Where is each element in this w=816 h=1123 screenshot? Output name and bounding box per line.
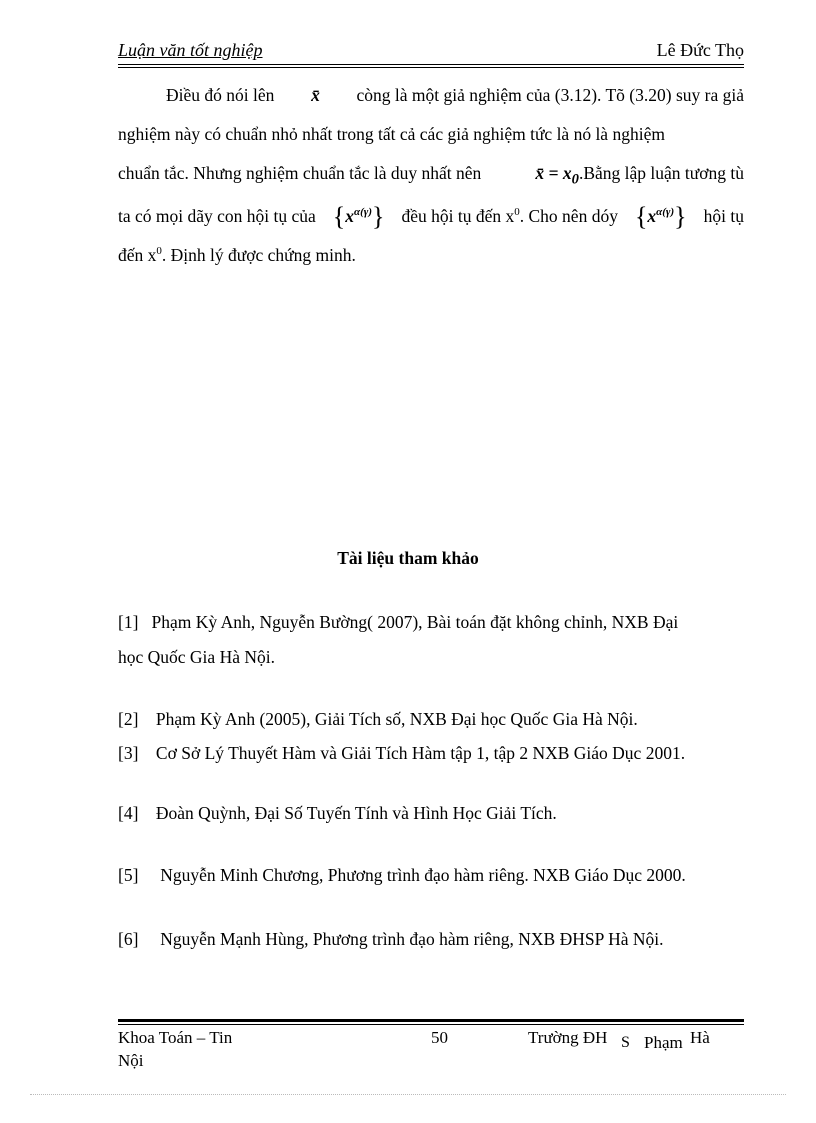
text-segment: nghiệm này có chuẩn nhỏ nhất trong tất cả các giả nghiệm tức là nó là nghiệm [118,124,665,144]
x-bar-symbol: x̄ [311,85,320,105]
reference-text: Phạm Kỳ Anh (2005), Giải Tích số, NXB Đại học Quốc Gia Hà Nội. [155,709,638,729]
text-segment: ta có mọi dãy con hội tụ của [118,205,316,226]
page-edge-divider [30,1094,786,1095]
reference-number: [4] [118,803,139,823]
footer-university: Trường ĐH [528,1028,608,1047]
reference-text: Nguyễn Mạnh Hùng, Phương trình đạo hàm riêng, NXB ĐHSP Hà Nội. [160,929,664,949]
paragraph-line-3 [118,158,744,188]
header-author: Lê Đức Thọ [656,40,744,60]
sequence-expression: $\{x^{\alpha(\gamma)}\}$ [332,201,385,231]
footer-rule-thick [118,1019,744,1022]
paragraph-line-4: ta có mọi dãy con hội tụ của $\{x^{\alpha(\gamma)}\}$ đều hội tụ đến $x^0$. Cho nên dóy $\{x^{\alpha(\gamma)}\}$ hội tụ [118,197,744,227]
footer-university-part: S [621,1034,630,1051]
header-rule-inner [118,67,744,68]
page-number: 50 [431,1028,448,1047]
header-title: Luận văn tốt nghiệp [118,40,263,60]
text-segment: . Cho nên dóy [519,205,618,226]
reference-text: Cơ Sở Lý Thuyết Hàm và Giải Tích Hàm tập 1, tập 2 NXB Giáo Dục 2001. [155,743,686,763]
text-segment: chuẩn tắc. Nhưng nghiệm chuẩn tắc là duy nhất nên [118,163,482,183]
text-segment: còng là một giả nghiệm của (3.12). Tõ (3.20) suy ra giả [356,85,744,105]
reference-number: [2] [118,709,139,729]
header-rule [118,64,744,65]
text-segment: . Định lý được chứng minh. [161,244,356,265]
equation-x-equals-x0: x̄ = x [535,163,572,183]
reference-item-6 [118,923,744,955]
footer-rule-thin [118,1024,744,1025]
reference-item-3 [118,737,744,769]
text-segment: đều hội tụ đến x [401,205,515,226]
reference-text: Đoàn Quỳnh, Đại Số Tuyến Tính và Hình Học Giải Tích. [155,803,557,823]
text-segment: Điều đó nói lên [166,85,275,105]
reference-number: [1] [118,612,139,632]
reference-item-1-cont [118,641,744,673]
references-title: Tài liệu tham khảo [337,548,479,568]
reference-item-5 [118,859,744,891]
text-segment: hội tụ [703,205,744,226]
sequence-expression: $\{x^{\alpha(\gamma)}\}$ [634,201,687,231]
text-segment: .Bằng lập luận tương tù [578,163,744,183]
subscript-zero: 0 [571,171,579,188]
footer-university-part: Hà [690,1028,710,1047]
paragraph-line-5: đến $x^0$. Định lý được chứng minh. [118,244,356,265]
reference-text: Phạm Kỳ Anh, Nguyễn Bường( 2007), Bài toán đặt không chỉnh, NXB Đại [151,612,679,632]
text-segment: đến x [118,244,157,265]
reference-item-4 [118,797,744,829]
footer-faculty: Khoa Toán – Tin [118,1028,233,1047]
reference-number: [3] [118,743,139,763]
footer-faculty-cont: Nội [118,1051,144,1070]
reference-number: [6] [118,929,139,949]
reference-number: [5] [118,865,139,885]
body-paragraph [118,80,744,275]
reference-text: học Quốc Gia Hà Nội. [118,647,275,667]
reference-item-2 [118,703,744,735]
reference-text: Nguyễn Minh Chương, Phương trình đạo hàm riêng. NXB Giáo Dục 2000. [160,865,686,885]
footer-university-part: Phạm [644,1033,683,1052]
reference-item-1 [118,606,744,638]
paragraph-line-1 [118,80,744,110]
paragraph-line-2 [118,119,744,149]
